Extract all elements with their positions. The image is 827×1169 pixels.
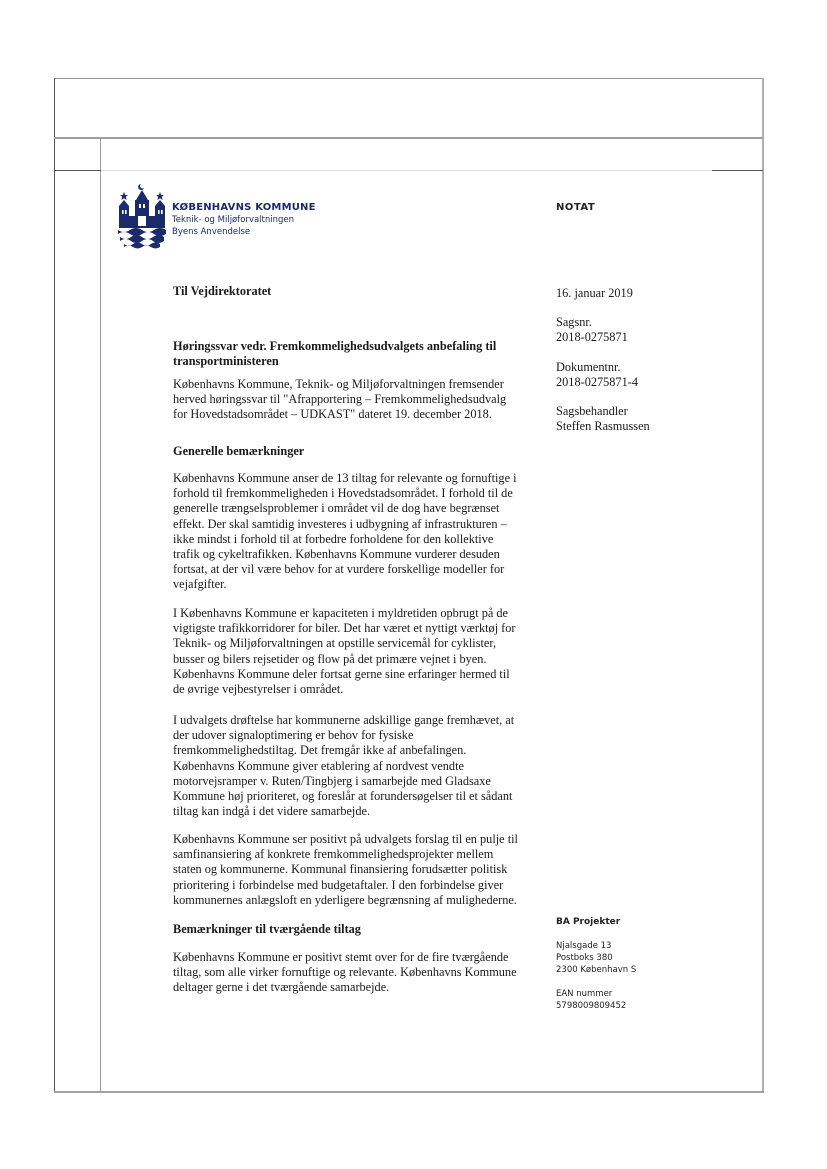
content-top-rule-right [712, 170, 763, 171]
text-line: prioritering i forbindelse med budgetaftaler. I den forbindelse giver [173, 877, 504, 892]
text-line: fortsat, at der vil være behov for at vurdere forskellige modeller for [173, 562, 505, 577]
frame-bottom-border [54, 1091, 764, 1093]
ean-number: 5798009809452 [556, 1001, 627, 1011]
document-title-line: transportministeren [173, 354, 279, 369]
text-line: ikke mindst i forhold til at forbedre forholdene for den kollektive [173, 531, 494, 546]
text-line: for Hovedstadsområdet – UDKAST" dateret 19. december 2018. [173, 407, 492, 422]
recipient: Til Vejdirektoratet [173, 284, 272, 298]
ean-label: EAN nummer [556, 989, 613, 999]
content-top-rule [101, 170, 712, 171]
sender-street: Njalsgade 13 [556, 941, 612, 951]
sender-address-block [556, 916, 636, 1012]
case-number-label: Sagsnr. [556, 315, 592, 330]
sender-pobox: Postboks 380 [556, 953, 613, 963]
document-number-label: Dokumentnr. [556, 359, 621, 374]
text-line: busser og bilers rejsetider og flow på det primære vejnet i byen. [173, 651, 487, 666]
sender-unit-name: BA Projekter [556, 917, 621, 927]
text-line: Københavns Kommune deler fortsat gerne sine erfaringer hermed til [173, 666, 510, 681]
intro-paragraph [173, 377, 545, 423]
text-line: I Københavns Kommune er kapaciteten i myldretiden opbrugt på de [173, 606, 508, 620]
text-line: kommunernes anlægsloft en yderligere begrænsning af mulighederne. [173, 892, 517, 907]
frame-left-border [54, 78, 55, 1092]
text-line: Københavns Kommune anser de 13 tiltag for relevante og fornuftige i [173, 471, 517, 485]
organization-block [172, 202, 316, 238]
text-line: Københavns Kommune giver etablering af nordvest vendte [173, 758, 464, 773]
text-line: generelle trængselsproblemer i området vil de dog have begrænset [173, 501, 500, 516]
metadata-column [556, 286, 650, 434]
case-number: 2018-0275871 [556, 330, 628, 345]
document-title [173, 339, 545, 369]
content-top-rule-left [54, 170, 101, 171]
text-line: der udover signaloptimering er behov for fysiske [173, 728, 414, 743]
text-line: Københavns Kommune er positivt stemt over for de fire tværgående [173, 950, 509, 964]
case-handler-name: Steffen Rasmussen [556, 419, 650, 434]
text-line: tiltag kan indgå i det videre samarbejde. [173, 804, 371, 819]
document-date: 16. januar 2019 [556, 286, 633, 300]
document-title-line: Høringssvar vedr. Fremkommelighedsudvalgets anbefaling til [173, 339, 497, 353]
text-line: motorvejsramper v. Ruten/Tingbjerg i samarbejde med Gladsaxe [173, 773, 491, 788]
header-divider [54, 137, 763, 139]
paragraph [173, 832, 545, 908]
paragraph [173, 950, 545, 996]
document-type: NOTAT [556, 202, 596, 213]
text-line: herved høringssvar til "Afrapportering – Fremkommelighedsudvalg [173, 392, 507, 407]
text-line: Kommune høj prioriteret, og foreslår at forundersøgelser til et sådant [173, 789, 513, 804]
frame-top-border [54, 78, 763, 79]
case-handler-label: Sagsbehandler [556, 404, 628, 419]
text-line: forhold til fremkommeligheden i Hovedstadsområdet. I forhold til de [173, 486, 513, 501]
text-line: trafik og cykeltrafikken. Københavns Kommune vurderer desuden [173, 547, 500, 562]
sender-city: 2300 København S [556, 965, 637, 975]
organization-unit: Byens Anvendelse [172, 227, 251, 237]
text-line: vigtigste trafikkorridorer for biler. Det har været et nyttigt værktøj for [173, 621, 516, 636]
text-line: Københavns Kommune, Teknik- og Miljøforvaltningen fremsender [173, 377, 504, 391]
paragraph [173, 606, 545, 697]
text-line: I udvalgets drøftelse har kommunerne adskillige gange fremhævet, at [173, 713, 515, 727]
text-line: deltager gerne i det tværgående samarbejde. [173, 980, 390, 995]
text-line: vejafgifter. [173, 577, 227, 592]
section-heading-cross-cutting-measures: Bemærkninger til tværgående tiltag [173, 922, 361, 936]
text-line: effekt. Der skal samtidig investeres i udbygning af infrastrukturen – [173, 516, 507, 531]
paragraph [173, 713, 545, 819]
text-line: tiltag, som alle virker fornuftige og relevante. Københavns Kommune [173, 965, 517, 980]
text-line: Teknik- og Miljøforvaltningen at opstille servicemål for cyklister, [173, 636, 497, 651]
text-line: staten og kommunerne. Kommunal finansiering forudsætter politisk [173, 862, 508, 877]
section-heading-general-remarks: Generelle bemærkninger [173, 444, 305, 458]
document-number: 2018-0275871-4 [556, 374, 638, 389]
text-line: Københavns Kommune ser positivt på udvalgets forslag til en pulje til [173, 832, 518, 846]
copenhagen-coat-of-arms-icon [116, 182, 168, 250]
text-line: de øvrige vejbestyrelser i området. [173, 682, 344, 697]
margin-divider [100, 138, 101, 1092]
text-line: fremkommelighedstiltag. Det fremgår ikke af anbefalingen. [173, 743, 467, 758]
paragraph [173, 471, 545, 593]
organization-name: KØBENHAVNS KOMMUNE [172, 202, 316, 213]
frame-right-border [762, 78, 764, 1092]
organization-department: Teknik- og Miljøforvaltningen [172, 215, 295, 225]
text-line: samfinansiering af konkrete fremkommelighedsprojekter mellem [173, 847, 494, 862]
